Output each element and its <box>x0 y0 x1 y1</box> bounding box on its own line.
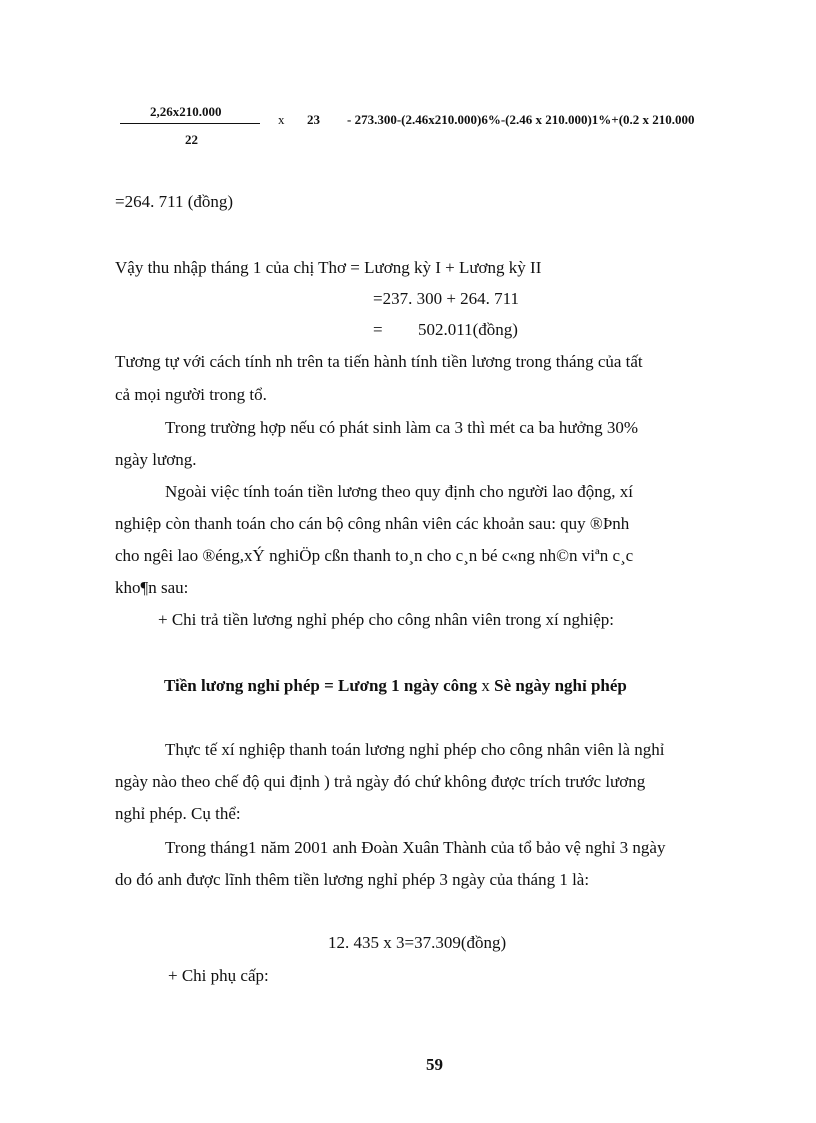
formula-numerator: 2,26x210.000 <box>150 104 222 119</box>
formula2-part2: Sè ngày nghỉ phép <box>494 676 627 695</box>
formula2-part1: Tiền lương nghỉ phép = Lương 1 ngày công <box>164 676 478 695</box>
para3-line-1: Ngoài việc tính toán tiền lương theo quy định cho người lao động, xí <box>165 482 633 501</box>
para4-line-1: Thực tế xí nghiệp thanh toán lương nghỉ phép cho công nhân viên là nghỉ <box>165 740 665 759</box>
bullet-leave-pay: + Chi trả tiền lương nghỉ phép cho công nhân viên trong xí nghiệp: <box>158 610 615 629</box>
formula-days: 23 <box>307 112 320 127</box>
calc-line: 12. 435 x 3=37.309(đồng) <box>328 933 507 952</box>
formula2-times: x <box>481 676 490 695</box>
para4-line-3: nghỉ phép. Cụ thể: <box>115 804 241 823</box>
para2-line-2: ngày lương. <box>115 450 197 469</box>
formula-rest: - 273.300-(2.46x210.000)6%-(2.46 x 210.000)1%+(0.2 x 210.000 <box>347 112 695 127</box>
para2-line-1: Trong trường hợp nếu có phát sinh làm ca 3 thì mét ca ba hưởng 30% <box>165 418 638 437</box>
page-number: 59 <box>426 1055 443 1074</box>
result-line: =264. 711 (đồng) <box>115 192 234 211</box>
para3-line-4: kho¶n sau: <box>115 578 189 597</box>
para5-line-1: Trong tháng1 năm 2001 anh Đoàn Xuân Thành của tổ bảo vệ nghỉ 3 ngày <box>165 838 666 857</box>
formula-times: x <box>278 112 285 127</box>
para4-line-2: ngày nào theo chế độ qui định ) trả ngày đó chứ không được trích trước lương <box>115 772 646 791</box>
income-line-2: =237. 300 + 264. 711 <box>373 289 520 308</box>
bullet-allowance: + Chi phụ cấp: <box>168 966 269 985</box>
leave-pay-formula <box>164 676 627 696</box>
income-line-1: Vậy thu nhập tháng 1 của chị Thơ = Lương kỳ I + Lương kỳ II <box>115 258 542 277</box>
para3-line-2: nghiệp còn thanh toán cho cán bộ công nhân viên các khoản sau: quy ®Þnh <box>115 514 630 533</box>
para1-line-1: Tương tự với cách tính nh trên ta tiến hành tính tiền lương trong tháng của tất <box>115 352 643 371</box>
fraction-line <box>120 123 260 124</box>
income-line-3-eq: = <box>373 320 383 339</box>
formula-denominator: 22 <box>185 132 198 147</box>
income-line-3-value: 502.011(đồng) <box>418 320 518 339</box>
para3-line-3: cho ngêi lao ®éng,xÝ nghiÖp cßn thanh to¸n cho c¸n bé c«ng nh©n viªn c¸c <box>115 546 634 565</box>
para1-line-2: cả mọi người trong tổ. <box>115 385 267 404</box>
para5-line-2: do đó anh được lĩnh thêm tiền lương nghỉ phép 3 ngày của tháng 1 là: <box>115 870 590 889</box>
